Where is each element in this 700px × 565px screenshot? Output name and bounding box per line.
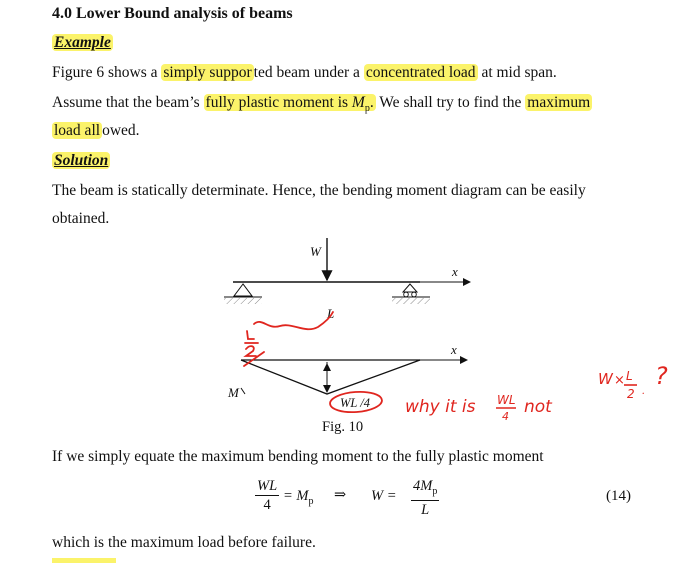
para4: which is the maximum load before failure. [52,534,316,551]
highlight-fragment-bottom [52,558,116,563]
x-label-bottom: x [451,342,457,357]
highlight-concentrated-load: concentrated load [365,64,476,81]
max-moment-label: WL /4 [340,396,370,410]
eq-equals-mp: = $M_p$ [283,488,314,507]
para3: If we simply equate the maximum bending moment to the fully plastic moment [52,448,544,465]
eq-rhs-fraction: $\frac{4M_p}{L}$ [413,478,438,518]
x-label-top: x [452,264,458,279]
example-label: Example [54,34,111,51]
svg-text:not: not [524,397,552,417]
handwritten-diagonal-mark [244,352,264,366]
highlight-simply-supported: simply suppor [163,64,252,81]
svg-text:?: ? [655,362,668,390]
svg-text:WL: WL [497,393,516,407]
handwritten-half-span-l [247,331,254,339]
handwritten-span-brace [254,312,333,329]
span-label: L [327,306,335,321]
svg-text:.: . [642,386,646,397]
roller-support-right [392,284,430,304]
handwritten-half-span-two [246,346,256,356]
svg-text:×: × [614,373,625,388]
example-label-row [52,33,113,53]
svg-text:2: 2 [627,387,635,401]
solution-label: Solution [54,152,109,169]
eq-implies: ⇒ [334,487,347,503]
svg-text:W: W [598,370,613,388]
section-heading: 4.0 Lower Bound analysis of beams [52,5,293,22]
para2-line2: obtained. [52,210,110,227]
handwritten-question-drawing [405,362,668,423]
figure-caption: Fig. 10 [322,419,364,435]
svg-text:why it is: why it is [405,397,476,417]
highlight-load-all: load all [54,122,101,139]
handwritten-annotations [244,312,383,414]
eq-lhs-fraction: $\frac{WL}{4}$ [257,478,278,513]
handwritten-circle [329,390,382,414]
para1-line1: Figure 6 shows a simply suppor ted beam under a concentrated load at mid span. [52,64,557,81]
svg-text:4: 4 [502,410,509,423]
pin-support-left [224,284,262,304]
load-label: W [310,244,321,259]
eq-w-equals: W = [371,488,397,504]
highlight-fully-plastic-moment: fully plastic moment is $M_p$. [205,94,374,115]
para1-line2: Assume that the beam’s fully plastic moment is $M_p$. We shall try to find the maximum [52,94,591,115]
moment-diagram [241,360,420,394]
highlight-maximum: maximum [527,94,591,111]
para2-line1: The beam is statically determinate. Hence, the bending moment diagram can be easily [52,182,586,199]
equation-number: (14) [606,488,631,504]
moment-label: M [228,385,239,400]
moment-label-tick [241,388,245,394]
svg-text:L: L [626,369,633,383]
para1-line3: load all owed. [54,122,140,139]
solution-label-row [52,151,110,171]
